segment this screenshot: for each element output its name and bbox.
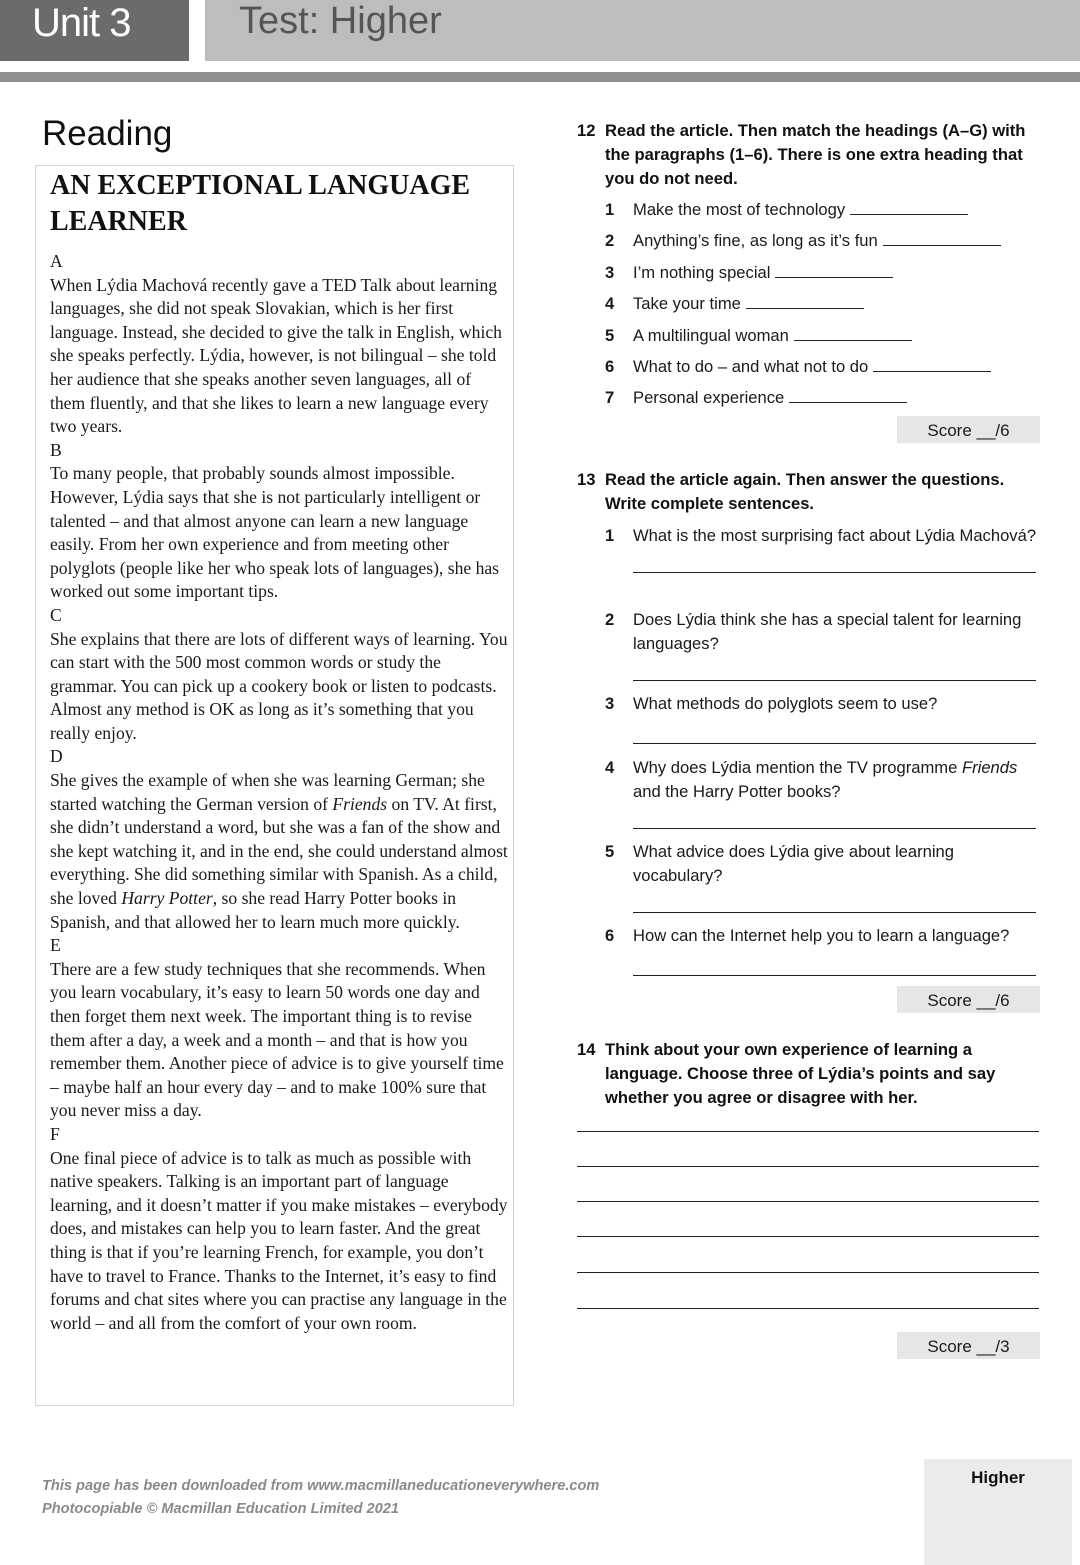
paragraph-text: When Lýdia Machová recently gave a TED Talk about learning languages, she did not speak Slovakian, which is her first language. Instead, she decided to give the talk in English, which she speaks perfectly. Lýdia, however, is not bilingual – she told her audience that she speaks another seven languages, all of them fluently, and that she likes to learn a new language every two years. [50,274,502,437]
question-text: What advice does Lýdia give about learning vocabulary? [633,842,955,885]
paragraph-text-part: , so she read Harry Potter books in Spanish, and that allowed her to learn much more quickly. [50,888,460,932]
writing-line[interactable] [577,1236,1039,1237]
item-text: Anything’s fine, as long as it’s fun [633,231,878,251]
heading-item [577,355,1047,379]
question-item [577,840,1047,888]
paragraph-text: She explains that there are lots of different ways of learning. You can start with the 500 most common words or study the grammar. You can pick up a cookery book or listen to podcasts. Almost any method is OK as long as it’s something that you really enjoy. [50,628,508,743]
task-number: 12 [577,121,596,140]
question-5 [577,840,1047,913]
item-number: 2 [605,231,615,251]
score-box-13: Score __/6 [897,986,1040,1013]
item-row [633,386,1047,410]
heading-item [577,324,1047,348]
answer-blank[interactable] [775,261,893,278]
item-row [633,261,1047,285]
heading-item [577,292,1047,316]
paragraph-text-part: She gives the example of when she was learning German; she started watching the German version of [50,770,485,814]
question-text: Does Lýdia think she has a special talent for learning languages? [633,610,1022,653]
book-title: Harry Potter [121,888,213,909]
answer-line[interactable] [633,680,1036,681]
answer-line[interactable] [633,912,1036,913]
item-text: What to do – and what not to do [633,356,869,376]
answer-line[interactable] [633,572,1036,573]
task-14 [577,1038,1047,1110]
writing-line[interactable] [577,1131,1039,1132]
item-number: 6 [605,926,615,945]
test-title: Test: Higher [205,0,1080,61]
answer-line[interactable] [633,975,1036,976]
question-item [577,608,1047,656]
item-row [633,324,1047,348]
item-number: 2 [605,610,615,629]
task-instruction: Think about your own experience of learning a language. Choose three of Lýdia’s points and say whether you agree or disagree with her. [605,1040,996,1107]
item-text: A multilingual woman [633,325,789,345]
heading-item [577,229,1047,253]
task-13 [577,468,1047,516]
task-header [577,468,1047,516]
copyright-note: Photocopiable © Macmillan Education Limited 2021 [42,1501,400,1517]
article-title: AN EXCEPTIONAL LANGUAGE LEARNER [50,170,471,237]
item-row [633,355,1047,379]
writing-line[interactable] [577,1272,1039,1273]
paragraph-letter: C [50,604,62,625]
question-4 [577,756,1047,829]
score-box-12: Score __/6 [897,416,1040,443]
item-text: I’m nothing special [633,262,771,282]
item-number: 3 [605,694,615,713]
item-text: Personal experience [633,388,785,408]
item-number: 6 [605,356,615,376]
paragraph-letter: F [50,1123,60,1144]
item-number: 5 [605,325,615,345]
task-number: 13 [577,470,596,489]
task-12 [577,119,1047,410]
show-title: Friends [961,758,1018,777]
question-2 [577,608,1047,681]
level-badge: Higher [924,1459,1072,1565]
question-6 [577,924,1047,976]
question-1 [577,524,1047,573]
paragraph-text: To many people, that probably sounds almost impossible. However, Lýdia says that she is not particularly intelligent or talented – and that almost anyone can learn a new language easily. From her own experience and from meeting other polyglots (people like her who speak lots of languages), she has worked out some important tips. [50,463,500,602]
task-instruction: Read the article. Then match the headings (A–G) with the paragraphs (1–6). There is one extra heading that you do not need. [605,121,1026,188]
writing-line[interactable] [577,1308,1039,1309]
question-text: What is the most surprising fact about Lýdia Machová? [633,526,1037,545]
writing-line[interactable] [577,1166,1039,1167]
answer-blank[interactable] [789,386,907,403]
paragraph-text: One final piece of advice is to talk as much as possible with native speakers. Talking is an important part of language learning, and it doesn’t matter if you make mistakes – everybody does, and mistakes can help you to learn faster. And the great thing is that if you’re learning French, for example, you don’t have to travel to France. Thanks to the Internet, it’s easy to find forums and chat sites where you can practise any language in the world – and all from the comfort of your own room. [50,1147,508,1333]
item-text: Make the most of technology [633,200,846,219]
heading-list [577,198,1047,410]
task-instruction: Read the article again. Then answer the questions. Write complete sentences. [605,470,1005,513]
item-number: 1 [605,526,615,545]
show-title: Friends [332,793,388,814]
question-text: How can the Internet help you to learn a language? [633,926,1010,945]
paragraph-text-part: on TV. At first, she didn’t understand a word, but she was a fan of the show and she kept watching it, and in the end, she could understand almost everything. She did something similar with Spanish. As a child, she loved [50,793,508,909]
item-number: 4 [605,758,615,777]
question-item [577,756,1047,804]
download-note: This page has been downloaded from www.macmillaneducationeverywhere.com [42,1478,600,1494]
question-text-part: Why does Lýdia mention the TV programme [633,758,962,777]
question-item [577,524,1047,548]
item-number: 7 [605,388,615,408]
item-number: 4 [605,294,615,314]
score-box-14: Score __/3 [897,1332,1040,1359]
item-row [633,198,1047,222]
article-body [50,250,510,1335]
item-row [633,229,1047,253]
heading-item [577,198,1047,222]
answer-blank[interactable] [794,324,912,341]
paragraph-text [50,769,510,934]
answer-blank[interactable] [850,198,968,215]
header-divider [0,72,1080,82]
answer-line[interactable] [633,743,1036,744]
paragraph-text: There are a few study techniques that she recommends. When you learn vocabulary, it’s easy to learn 50 words one day and then forget them next week. The important thing is to revise them after a day, a week and a month – and that is how you remember them. Another piece of advice is to give yourself time – maybe half an hour every day – and to make 100% sure that you never miss a day. [50,958,504,1121]
task-header [577,1038,1047,1110]
answer-blank[interactable] [873,355,991,372]
heading-item [577,261,1047,285]
item-row [633,292,1047,316]
answer-blank[interactable] [883,229,1001,246]
item-text: Take your time [633,294,741,314]
section-title: Reading [42,114,173,153]
question-text: What methods do polyglots seem to use? [633,694,938,713]
paragraph-letter: B [50,439,62,460]
item-number: 3 [605,262,615,282]
question-text [633,756,1047,804]
paragraph-letter: A [50,251,63,271]
answer-line[interactable] [633,828,1036,829]
unit-label: Unit 3 [0,0,189,61]
answer-blank[interactable] [746,292,864,309]
paragraph-letter: E [50,935,61,956]
item-number: 1 [605,200,615,219]
writing-line[interactable] [577,1201,1039,1202]
paragraph-letter: D [50,746,63,767]
question-3 [577,692,1047,744]
question-item [577,692,1047,716]
question-item [577,924,1047,948]
footer-note [42,1475,599,1521]
question-text-part: and the Harry Potter books? [633,782,841,801]
item-number: 5 [605,842,615,861]
task-number: 14 [577,1040,596,1059]
heading-item [577,386,1047,410]
task-header [577,119,1047,191]
